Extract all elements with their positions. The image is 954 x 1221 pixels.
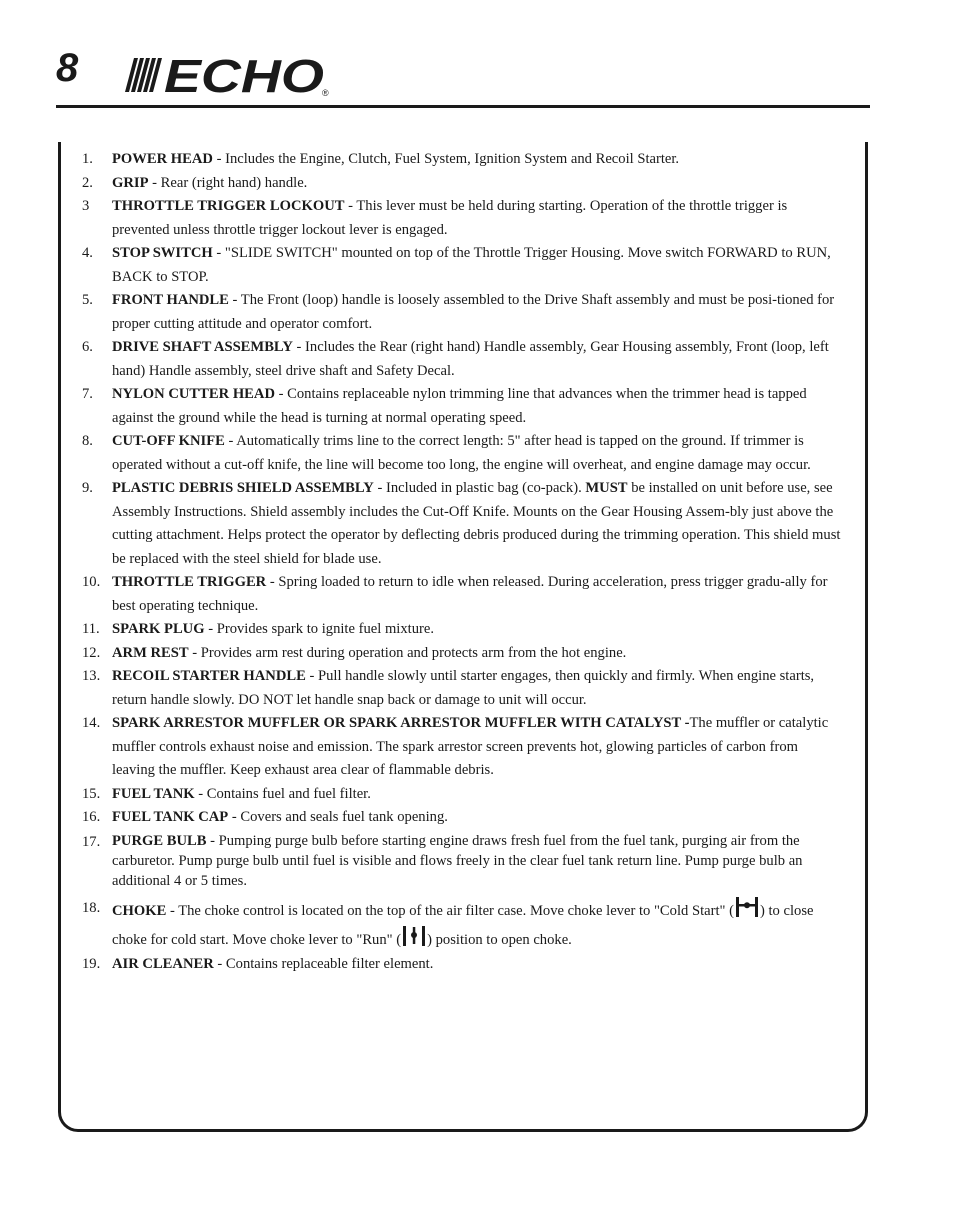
list-item [82, 289, 842, 336]
item-description: - Pumping purge bulb before starting engine draws fresh fuel from the fuel tank, purging air from the carburetor. Pump purge bulb until fuel is visible and flows freely in the clear fuel tank return line. Pump purge bulb an additional 4 or 5 times. [112, 832, 803, 889]
item-number: 14. [82, 715, 101, 731]
item-term: SPARK PLUG [112, 621, 205, 637]
item-description: - "SLIDE SWITCH" mounted on top of the Throttle Trigger Housing. Move switch FORWARD to RUN, BACK to STOP. [112, 245, 831, 285]
list-item [82, 830, 842, 895]
item-term: FUEL TANK CAP [112, 809, 229, 825]
item-description: - This lever must be held during starting. Operation of the throttle trigger is prevented unless throttle trigger lockout lever is engaged. [112, 198, 788, 238]
item-term: SPARK ARRESTOR MUFFLER OR SPARK ARRESTOR MUFFLER WITH CATALYST - [112, 715, 690, 731]
item-number: 19. [82, 955, 101, 972]
item-description: - Includes the Rear (right hand) Handle assembly, Gear Housing assembly, Front (loop, left hand) Handle assembly, steel drive shaft and Safety Decal. [112, 339, 829, 379]
item-term: PURGE BULB [112, 832, 207, 849]
item-number: 11. [82, 621, 100, 637]
item-number: 3 [82, 198, 90, 214]
item-description: - Contains replaceable filter element. [213, 955, 434, 972]
item-number: 13. [82, 668, 101, 684]
item-term: FRONT HANDLE [112, 292, 229, 308]
item-description-end: ) position to open choke. [427, 931, 572, 948]
item-description: The muffler or catalytic muffler controls exhaust noise and emission. The spark arrestor screen prevents hot, glowing particles of carbon from leaving the muffler. Keep exhaust area clear of flammable debris. [112, 715, 829, 778]
item-term: NYLON CUTTER HEAD [112, 386, 275, 402]
echo-logo-icon [122, 50, 334, 98]
registered-mark: ® [322, 88, 329, 98]
choke-cold-start-icon [734, 895, 760, 919]
item-term: GRIP [112, 174, 149, 191]
item-number: 8. [82, 433, 93, 449]
item-term: CHOKE [112, 902, 167, 919]
list-item [82, 195, 842, 242]
item-term: RECOIL STARTER HANDLE [112, 668, 306, 684]
list-item [82, 712, 842, 783]
item-number: 17. [82, 833, 101, 850]
item-description: - Contains fuel and fuel filter. [194, 785, 371, 802]
item-number: 4. [82, 245, 93, 261]
item-number: 10. [82, 574, 101, 590]
item-term: FUEL TANK [112, 785, 195, 802]
page-number: 8 [56, 46, 79, 90]
list-item [82, 477, 842, 571]
choke-run-icon [401, 924, 427, 948]
list-item [82, 336, 842, 383]
item-number: 15. [82, 785, 101, 802]
item-term: POWER HEAD [112, 151, 213, 167]
item-number: 5. [82, 292, 93, 308]
echo-logo-text: ECHO [164, 50, 325, 98]
item-number: 12. [82, 644, 101, 661]
item-term-emphasis: MUST [585, 480, 628, 496]
item-term: THROTTLE TRIGGER [112, 574, 267, 590]
item-term: STOP SWITCH [112, 245, 213, 261]
item-description: - Covers and seals fuel tank opening. [228, 809, 448, 825]
item-number: 7. [82, 386, 93, 402]
list-item [82, 172, 842, 196]
list-item [82, 895, 842, 953]
item-description: - Contains replaceable nylon trimming line that advances when the trimmer head is tapped against the ground while the head is turning at normal operating speed. [112, 386, 807, 426]
item-description: - Pull handle slowly until starter engages, then quickly and firmly. When engine starts, return handle slowly. DO NOT let handle snap back or damage to unit will occur. [112, 668, 815, 708]
list-item [82, 242, 842, 289]
list-item [82, 665, 842, 712]
header-rule [56, 105, 870, 108]
list-item [82, 806, 842, 830]
item-term: PLASTIC DEBRIS SHIELD ASSEMBLY [112, 480, 374, 496]
item-description: - Includes the Engine, Clutch, Fuel System, Ignition System and Recoil Starter. [212, 151, 680, 167]
item-number: 1. [82, 151, 93, 167]
item-number: 9. [82, 480, 93, 496]
item-term: ARM REST [112, 644, 189, 661]
item-description: - The choke control is located on the top of the air filter case. Move choke lever to "Cold Start" ( [166, 902, 734, 919]
item-description: - The Front (loop) handle is loosely assembled to the Drive Shaft assembly and must be posi-tioned for proper cutting attitude and operator comfort. [112, 292, 835, 332]
item-description: - Included in plastic bag (co-pack). [373, 480, 586, 496]
list-item [82, 383, 842, 430]
list-item [82, 571, 842, 618]
item-term: AIR CLEANER [112, 955, 214, 972]
item-description: - Rear (right hand) handle. [148, 174, 308, 191]
item-description-continued: be installed on unit before use, see Assembly Instructions. Shield assembly includes the Cut-Off Knife. Mounts on the Gear Housing Assem-bly just above the cutting attachment. Helps protect the operator by deflecting debris produced during the trimming operation. This shield must be replaced with the steel shield for blade use. [112, 480, 841, 567]
item-description: - Provides arm rest during operation and protects arm from the hot engine. [188, 644, 627, 661]
item-term: CUT-OFF KNIFE [112, 433, 225, 449]
list-item [82, 618, 842, 642]
item-description-continued: ) to close choke for cold start. Move choke lever to "Run" ( [112, 902, 814, 948]
item-description: - Automatically trims line to the correct length: 5" after head is tapped on the ground. If trimmer is operated without a cut-off knife, the line will become too long, the engine will overheat, and engine damage may occur. [112, 433, 811, 473]
item-number: 18. [82, 899, 101, 916]
list-item [82, 953, 842, 977]
list-item [82, 642, 842, 666]
parts-list [82, 148, 842, 976]
item-term: DRIVE SHAFT ASSEMBLY [112, 339, 293, 355]
item-description: - Spring loaded to return to idle when released. During acceleration, press trigger gradu-ally for best operating technique. [112, 574, 828, 614]
item-number: 6. [82, 339, 93, 355]
item-term: THROTTLE TRIGGER LOCKOUT [112, 198, 345, 214]
list-item [82, 783, 842, 807]
item-number: 16. [82, 809, 101, 825]
list-item [82, 430, 842, 477]
item-number: 2. [82, 174, 93, 191]
item-description: - Provides spark to ignite fuel mixture. [204, 621, 434, 637]
list-item [82, 148, 842, 172]
